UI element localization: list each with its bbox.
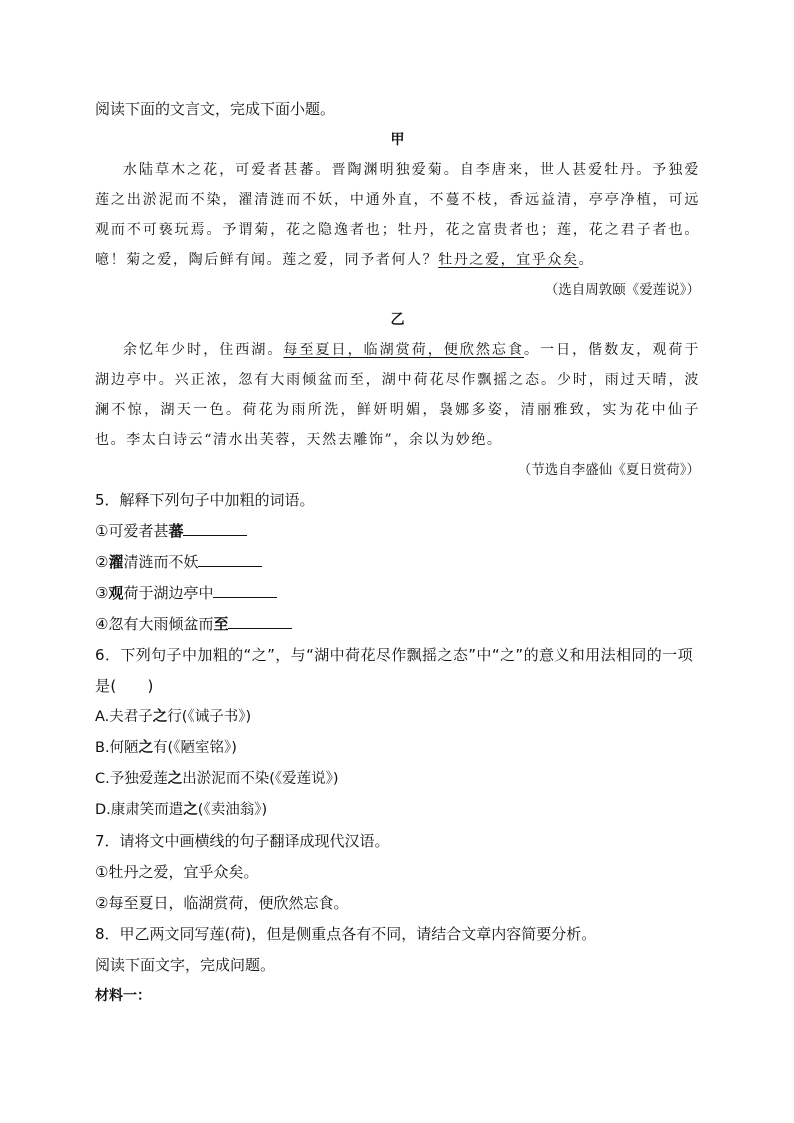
answer-blank[interactable]	[183, 534, 247, 536]
option-text: C.予独爱莲	[95, 771, 168, 787]
q7-item: ②每至夏日，临湖赏荷，便欣然忘食。	[95, 894, 349, 912]
q5-item-text: ①可爱者甚	[95, 522, 169, 540]
material-label: 材料一：	[95, 988, 151, 1004]
q5-item-text: ④忽有大雨倾盆而	[95, 615, 214, 633]
q5-item	[95, 547, 700, 578]
option-bold: 之	[152, 709, 168, 725]
answer-blank[interactable]	[198, 565, 262, 567]
q5-item-text: ③	[95, 584, 109, 602]
option-text: D.康肃笑而遣	[95, 802, 184, 818]
answer-blank[interactable]	[213, 596, 277, 598]
passage-a-underlined: 牡丹之爱，宜乎众矣	[438, 252, 579, 268]
passage-b-title: 乙	[390, 312, 405, 328]
passage-b-text	[95, 335, 700, 455]
section-intro: 阅读下面的文言文，完成下面小题。	[95, 100, 336, 118]
answer-blank[interactable]	[228, 627, 292, 629]
q5-bold-word: 蕃	[168, 522, 184, 540]
q7-item: ①牡丹之爱，宜乎众矣。	[95, 863, 259, 881]
q5-stem: 5．解释下列句子中加粗的词语。	[95, 491, 315, 509]
passage-a-source: （选自周敦颐《爱莲说》）	[544, 282, 700, 298]
option-text: 有(《陋室铭》)	[153, 740, 237, 756]
option-text: 出淤泥而不染(《爱莲说》)	[182, 771, 339, 787]
passage-b-rest: 。一日，偕数友，观荷于湖边亭中。兴正浓，忽有大雨倾盆而至，湖中荷花尽作飘摇之态。少时，雨过天晴，波澜不惊，湖天一色。荷花为雨所洗，鲜妍明媚，袅娜多姿，清丽雅致，实为花中仙子也。李太白诗云“清水出芙蓉，天然去雕饰”，余以为妙绝。	[95, 342, 701, 448]
next-section-intro: 阅读下面文字，完成问题。	[95, 956, 276, 974]
option-text: B.何陋	[95, 740, 139, 756]
q5-item	[95, 578, 700, 609]
passage-b-underlined: 每至夏日，临湖赏荷，便欣然忘食	[283, 342, 525, 358]
option-text: 行(《诫子书》)	[167, 709, 252, 725]
option-bold: 之	[138, 740, 154, 756]
passage-a-end: 。	[578, 252, 595, 268]
q6-option-a[interactable]	[95, 702, 700, 733]
q7-stem: 7．请将文中画横线的句子翻译成现代汉语。	[95, 832, 390, 850]
q5-bold-word: 濯	[108, 553, 124, 571]
q5-item-text: 清涟而不妖	[123, 553, 199, 571]
q5-item	[95, 609, 700, 640]
passage-b-source: （节选自李盛仙《夏日赏荷》）	[517, 462, 700, 478]
q5-bold-word: 观	[108, 584, 124, 602]
q6-stem: 6．下列句子中加粗的“之”，与“湖中荷花尽作飘摇之态”中“之”的意义和用法相同的一项是( )	[95, 646, 693, 695]
passage-a-title: 甲	[390, 132, 405, 148]
option-bold: 之	[183, 802, 198, 818]
document-page	[95, 94, 700, 1012]
option-bold: 之	[167, 771, 183, 787]
q6-option-d[interactable]	[95, 795, 700, 826]
q5-item-text: 荷于湖边亭中	[123, 584, 214, 602]
option-text: (《卖油翁》)	[197, 802, 268, 818]
option-text: A.夫君子	[95, 709, 153, 725]
q8-stem: 8．甲乙两文同写莲(荷)，但是侧重点各有不同，请结合文章内容简要分析。	[95, 925, 597, 943]
q6-option-c[interactable]	[95, 764, 700, 795]
passage-a-text	[95, 155, 700, 275]
q6-option-b[interactable]	[95, 733, 700, 764]
passage-a-body: 水陆草木之花，可爱者甚蕃。晋陶渊明独爱菊。自李唐来，世人甚爱牡丹。予独爱莲之出淤泥而不染，濯清涟而不妖，中通外直，不蔓不枝，香远益清，亭亭净植，可远观而不可亵玩焉。予谓菊，花之隐逸者也；牡丹，花之富贵者也；莲，花之君子者也。噫！菊之爱，陶后鲜有闻。莲之爱，同予者何人？	[95, 162, 700, 268]
q5-bold-word: 至	[213, 615, 229, 633]
passage-b-start: 余忆年少时，住西湖。	[123, 342, 284, 358]
q5-item	[95, 516, 700, 547]
q5-item-text: ②	[95, 553, 109, 571]
